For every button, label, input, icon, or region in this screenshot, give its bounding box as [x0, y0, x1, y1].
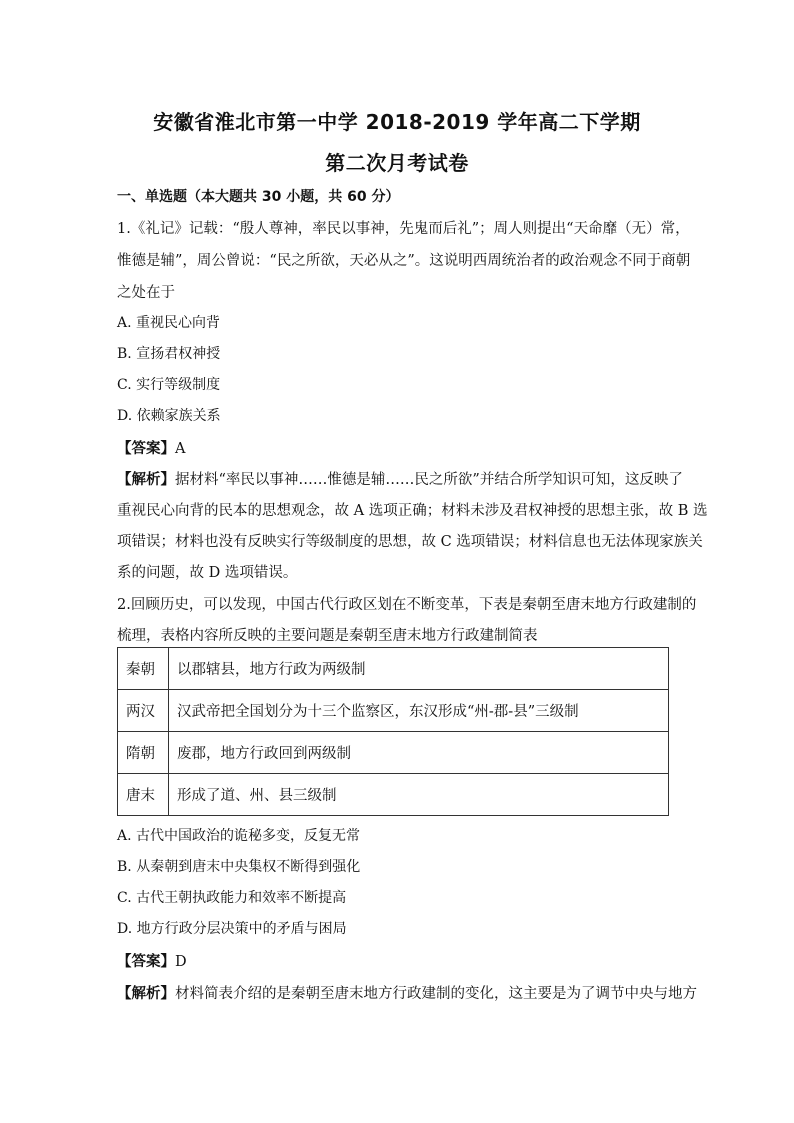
answer-value: D — [175, 954, 187, 970]
analysis-text: 据材料“率民以事神……惟德是辅……民之所欲”并结合所学知识可知，这反映了 — [175, 472, 683, 488]
section-heading: 一、单选题（本大题共 30 小题，共 60 分） — [117, 189, 400, 205]
dynasty-table — [117, 647, 669, 816]
q1-stem-line-3: 之处在于 — [117, 285, 175, 301]
analysis-label: 【解析】 — [117, 985, 175, 1002]
table-cell-dynasty: 隋朝 — [118, 732, 169, 774]
table-cell-description: 以郡辖县，地方行政为两级制 — [169, 648, 669, 690]
table-row — [118, 690, 669, 732]
table-cell-dynasty: 唐末 — [118, 774, 169, 816]
q1-analysis-line-1 — [117, 468, 683, 489]
q1-analysis-line-4: 系的问题，故 D 选项错误。 — [117, 565, 298, 581]
q2-option-a: A. 古代中国政治的诡秘多变，反复无常 — [117, 828, 361, 844]
answer-value: A — [175, 441, 186, 457]
table-cell-dynasty: 两汉 — [118, 690, 169, 732]
answer-label: 【答案】 — [117, 440, 175, 457]
table-row — [118, 732, 669, 774]
q2-stem-line-1: 2.回顾历史，可以发现，中国古代行政区划在不断变革，下表是秦朝至唐末地方行政建制的 — [117, 597, 697, 613]
q2-option-c: C. 古代王朝执政能力和效率不断提高 — [117, 890, 347, 906]
q1-option-a: A. 重视民心向背 — [117, 315, 221, 331]
q1-analysis-line-2: 重视民心向背的民本的思想观念，故 A 选项正确；材料未涉及君权神授的思想主张，故 B 选 — [117, 503, 708, 519]
answer-label: 【答案】 — [117, 953, 175, 970]
table-cell-description: 汉武帝把全国划分为十三个监察区，东汉形成“州-郡-县”三级制 — [169, 690, 669, 732]
q1-answer — [117, 437, 677, 458]
q2-answer — [117, 950, 677, 971]
q1-option-c: C. 实行等级制度 — [117, 377, 221, 393]
table-cell-dynasty: 秦朝 — [118, 648, 169, 690]
q1-stem-line-2: 惟德是辅”，周公曾说：“民之所欲，天必从之”。这说明西周统治者的政治观念不同于商朝 — [117, 253, 691, 269]
q2-option-d: D. 地方行政分层决策中的矛盾与困局 — [117, 921, 347, 937]
q1-stem-line-1: 1.《礼记》记载：“殷人尊神，率民以事神，先鬼而后礼”；周人则提出“天命靡（无）常， — [117, 221, 690, 237]
table-cell-description: 废郡，地方行政回到两级制 — [169, 732, 669, 774]
table-row — [118, 774, 669, 816]
analysis-text: 材料简表介绍的是秦朝至唐末地方行政建制的变化，这主要是为了调节中央与地方 — [175, 986, 697, 1002]
q2-option-b: B. 从秦朝到唐末中央集权不断得到强化 — [117, 859, 361, 875]
q1-option-d: D. 依赖家族关系 — [117, 408, 221, 424]
q2-analysis-line-1 — [117, 982, 697, 1003]
table-row — [118, 648, 669, 690]
exam-title-line1: 安徽省淮北市第一中学 2018-2019 学年高二下学期 — [153, 110, 641, 134]
q2-stem-line-2: 梳理，表格内容所反映的主要问题是秦朝至唐末地方行政建制简表 — [117, 628, 538, 644]
exam-title-line2: 第二次月考试卷 — [325, 151, 469, 175]
table-cell-description: 形成了道、州、县三级制 — [169, 774, 669, 816]
q1-analysis-line-3: 项错误；材料也没有反映实行等级制度的思想，故 C 选项错误；材料信息也无法体现家族关 — [117, 534, 703, 550]
q1-option-b: B. 宣扬君权神授 — [117, 346, 221, 362]
analysis-label: 【解析】 — [117, 471, 175, 488]
